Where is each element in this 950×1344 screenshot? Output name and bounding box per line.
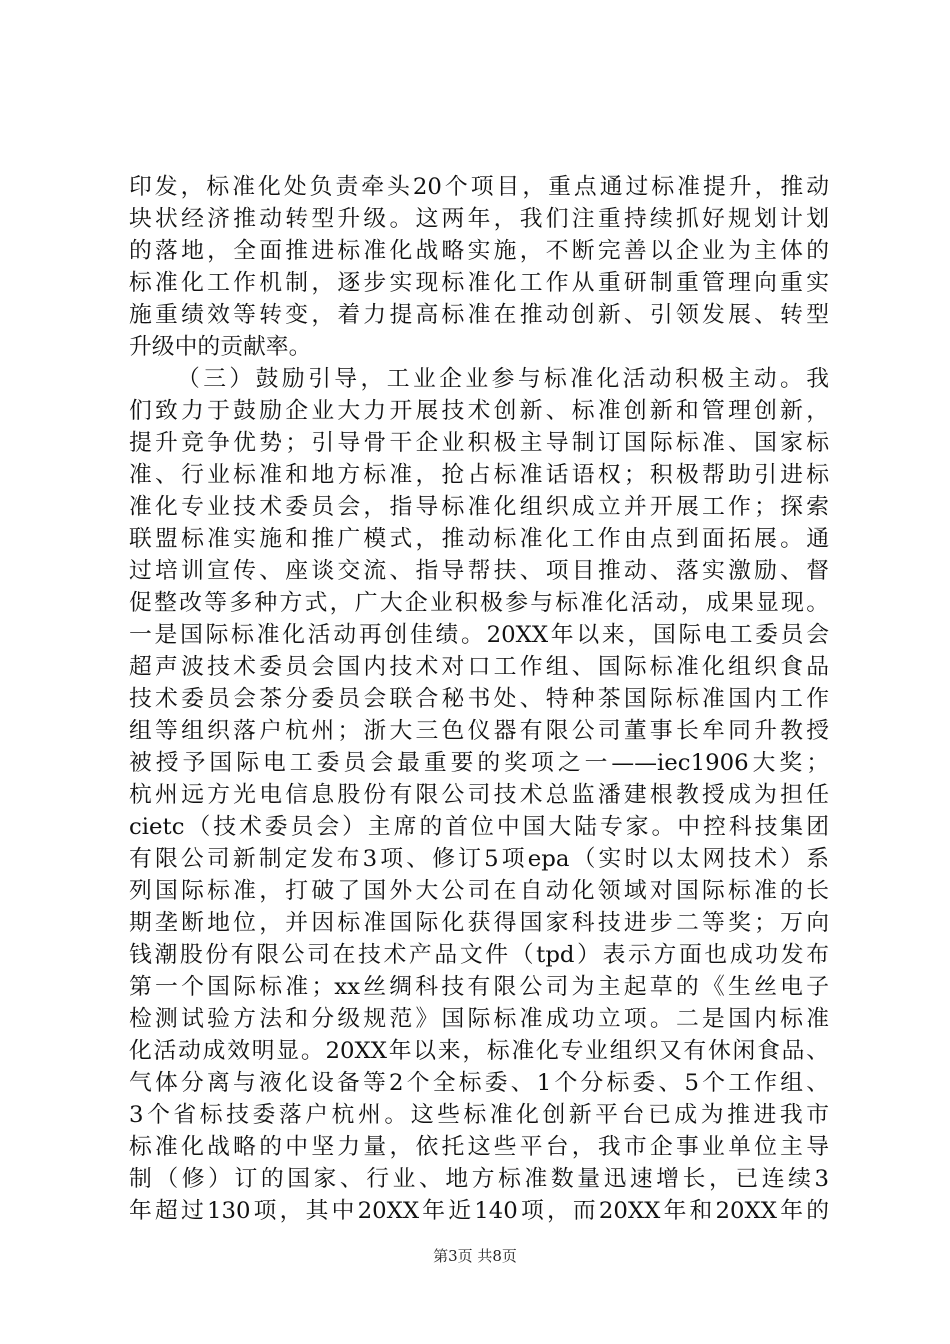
text-line: 的落地，全面推进标准化战略实施，不断完善以企业为主体的: [129, 238, 829, 264]
section-heading-line: （三）鼓励引导，工业企业参与标准化活动积极主动。我: [177, 366, 829, 392]
text-line: 联盟标准实施和推广模式，推动标准化工作由点到面拓展。通: [129, 526, 829, 552]
document-body: [129, 171, 829, 1227]
text-line: 标准化工作机制，逐步实现标准化工作从重研制重管理向重实: [129, 270, 829, 296]
text-line: cietc（技术委员会）主席的首位中国大陆专家。中控科技集团: [129, 814, 829, 840]
text-line: 准、行业标准和地方标准，抢占标准话语权；积极帮助引进标: [129, 462, 829, 488]
text-line: 提升竞争优势；引导骨干企业积极主导制订国际标准、国家标: [129, 430, 829, 456]
text-line: 被授予国际电工委员会最重要的奖项之一——iec1906大奖；: [129, 750, 829, 776]
text-line: 过培训宣传、座谈交流、指导帮扶、项目推动、落实激励、督: [129, 558, 829, 584]
text-line: 施重绩效等转变，着力提高标准在推动创新、引领发展、转型: [129, 302, 829, 328]
text-line: 年超过130项，其中20XX年近140项，而20XX年和20XX年的: [129, 1198, 829, 1224]
text-line: 一是国际标准化活动再创佳绩。20XX年以来，国际电工委员会: [129, 622, 829, 648]
text-line: 钱潮股份有限公司在技术产品文件（tpd）表示方面也成功发布: [129, 942, 829, 968]
text-line: 杭州远方光电信息股份有限公司技术总监潘建根教授成为担任: [129, 782, 829, 808]
text-line: 期垄断地位，并因标准国际化获得国家科技进步二等奖；万向: [129, 910, 829, 936]
text-line: 第一个国际标准；xx丝绸科技有限公司为主起草的《生丝电子: [129, 974, 829, 1000]
text-line: 3个省标技委落户杭州。这些标准化创新平台已成为推进我市: [129, 1102, 829, 1128]
text-line: 准化专业技术委员会，指导标准化组织成立并开展工作；探索: [129, 494, 829, 520]
text-line: 有限公司新制定发布3项、修订5项epa（实时以太网技术）系: [129, 846, 829, 872]
text-line: 印发，标准化处负责牵头20个项目，重点通过标准提升，推动: [129, 174, 829, 200]
text-line: 气体分离与液化设备等2个全标委、1个分标委、5个工作组、: [129, 1070, 829, 1096]
text-line: 升级中的贡献率。: [129, 334, 312, 360]
text-line: 标准化战略的中坚力量，依托这些平台，我市企事业单位主导: [129, 1134, 829, 1160]
text-line: 超声波技术委员会国内技术对口工作组、国际标准化组织食品: [129, 654, 829, 680]
text-line: 促整改等多种方式，广大企业积极参与标准化活动，成果显现。: [129, 590, 829, 616]
text-line: 们致力于鼓励企业大力开展技术创新、标准创新和管理创新，: [129, 398, 829, 424]
text-line: 组等组织落户杭州；浙大三色仪器有限公司董事长牟同升教授: [129, 718, 829, 744]
text-line: 检测试验方法和分级规范》国际标准成功立项。二是国内标准: [129, 1006, 829, 1032]
page-footer: 第3页 共8页: [433, 1247, 517, 1265]
text-line: 技术委员会茶分委员会联合秘书处、特种茶国际标准国内工作: [129, 686, 829, 712]
text-line: 化活动成效明显。20XX年以来，标准化专业组织又有休闲食品、: [129, 1038, 829, 1064]
text-line: 制（修）订的国家、行业、地方标准数量迅速增长，已连续3: [129, 1166, 829, 1192]
text-line: 列国际标准，打破了国外大公司在自动化领域对国际标准的长: [129, 878, 829, 904]
text-line: 块状经济推动转型升级。这两年，我们注重持续抓好规划计划: [129, 206, 829, 232]
